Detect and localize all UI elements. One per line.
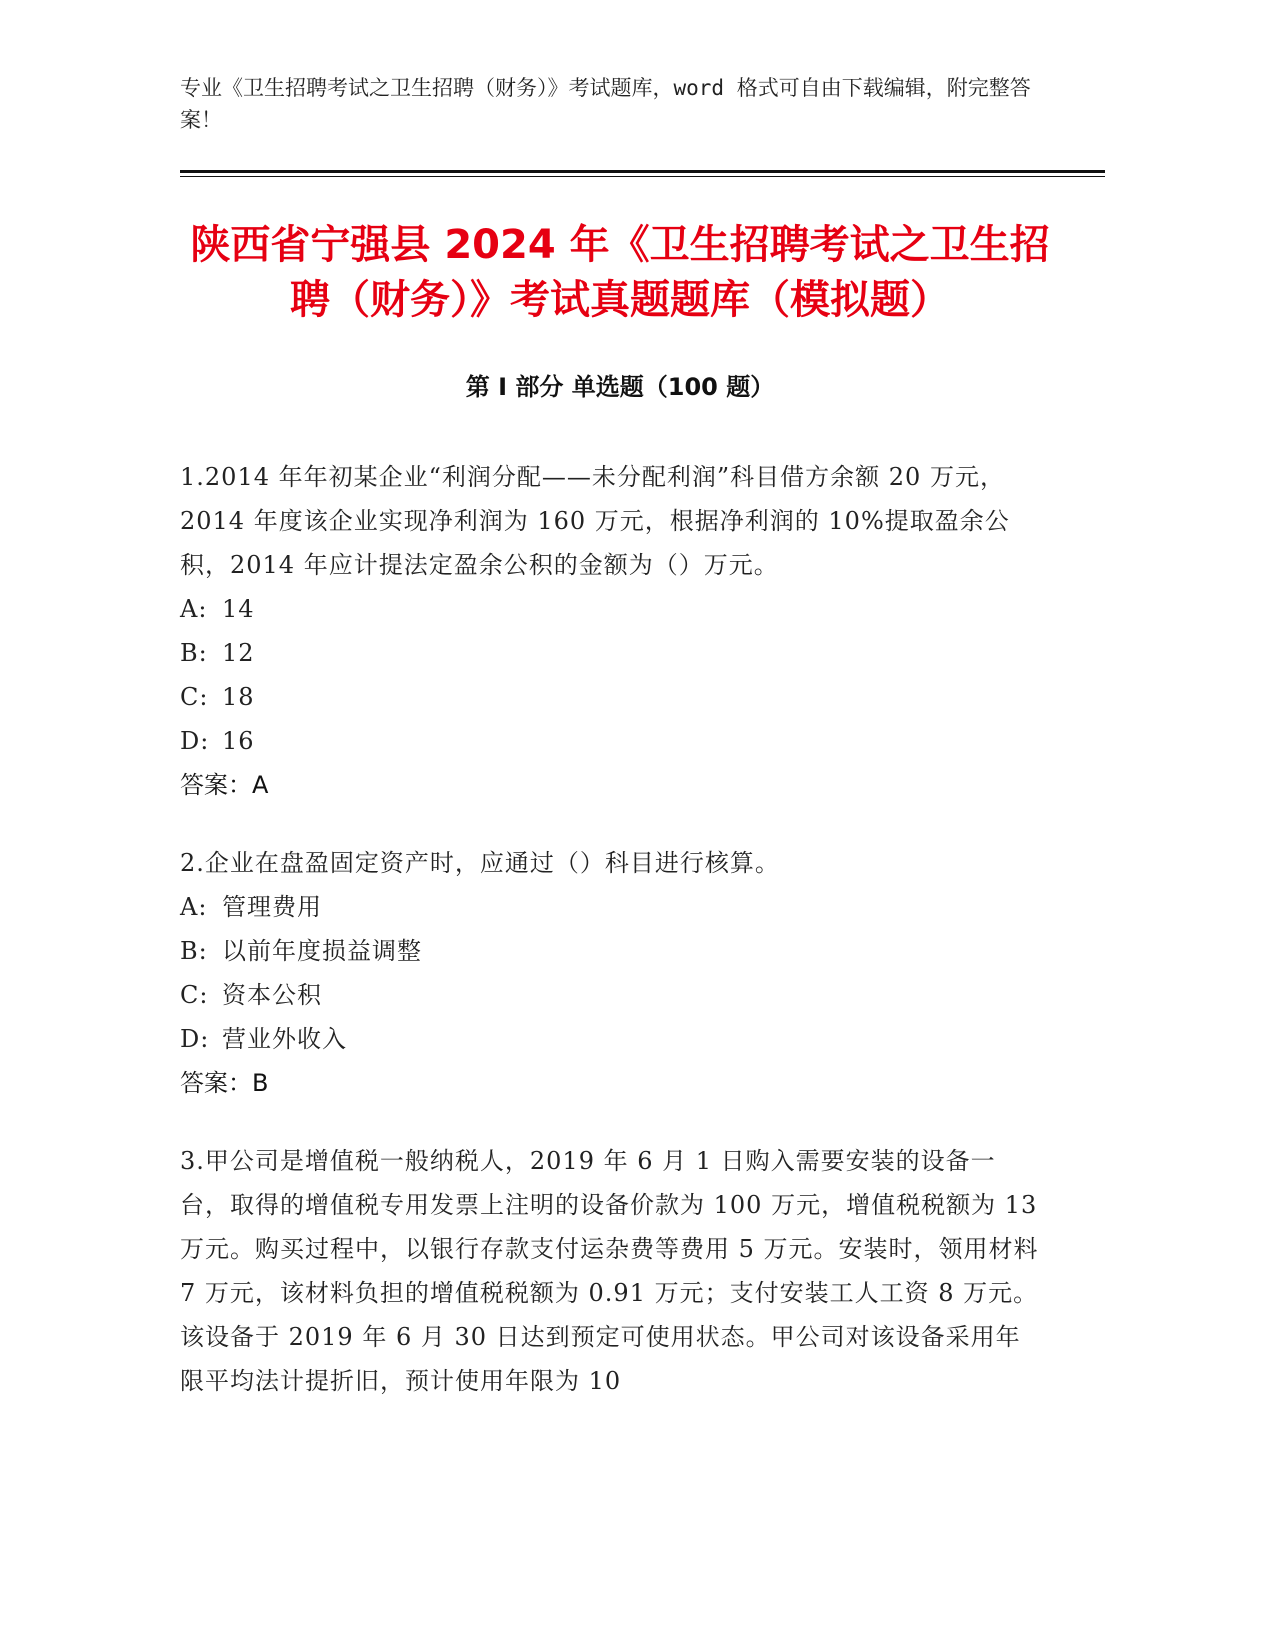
question-stem: 1.2014 年年初某企业“利润分配——未分配利润”科目借方余额 20 万元，2014 年度该企业实现净利润为 160 万元，根据净利润的 10%提取盈余公积，2014 年应计提法定盈余公积的金额为（）万元。	[180, 463, 1010, 579]
header-note: 专业《卫生招聘考试之卫生招聘（财务）》考试题库，word 格式可自由下载编辑，附完整答案！	[180, 76, 1031, 132]
option-text: 营业外收入	[222, 1025, 347, 1053]
option-key: D:	[180, 1025, 210, 1053]
question-stem: 2.企业在盘盈固定资产时，应通过（）科目进行核算。	[180, 849, 780, 877]
option-key: D:	[180, 727, 210, 755]
option-d	[180, 1017, 1040, 1061]
option-d	[180, 719, 1040, 763]
answer-line: 答案：B	[180, 1069, 269, 1097]
option-text: 以前年度损益调整	[222, 937, 422, 965]
option-text: 12	[222, 639, 255, 667]
question-3	[180, 1139, 1040, 1403]
option-key: C:	[180, 981, 209, 1009]
option-text: 资本公积	[222, 981, 322, 1009]
question-1	[180, 455, 1040, 807]
question-list	[180, 455, 1040, 1437]
option-text: 16	[222, 727, 255, 755]
section-title: 第 I 部分 单选题（100 题）	[465, 373, 775, 401]
option-b	[180, 929, 1040, 973]
option-key: A:	[180, 893, 208, 921]
option-key: C:	[180, 683, 209, 711]
option-a	[180, 587, 1040, 631]
option-key: B:	[180, 639, 208, 667]
option-a	[180, 885, 1040, 929]
option-c	[180, 973, 1040, 1017]
option-key: A:	[180, 595, 208, 623]
option-text: 管理费用	[222, 893, 322, 921]
answer-line: 答案：A	[180, 771, 269, 799]
question-stem: 3.甲公司是增值税一般纳税人，2019 年 6 月 1 日购入需要安装的设备一台，取得的增值税专用发票上注明的设备价款为 100 万元，增值税税额为 13 万元。购买过程中，以银行存款支付运杂费等费用 5 万元。安装时，领用材料 7 万元，该材料负担的增值税税额为 0.91 万元；支付安装工人工资 8 万元。该设备于 2019 年 6 月 30 日达到预定可使用状态。甲公司对该设备采用年限平均法计提折旧，预计使用年限为 10	[180, 1147, 1039, 1395]
option-b	[180, 631, 1040, 675]
option-text: 14	[222, 595, 255, 623]
header-divider	[180, 170, 1105, 173]
header-divider-thin	[180, 176, 1105, 177]
option-key: B:	[180, 937, 208, 965]
option-text: 18	[222, 683, 255, 711]
question-2	[180, 841, 1040, 1105]
document-title: 陕西省宁强县 2024 年《卫生招聘考试之卫生招聘（财务）》考试真题题库（模拟题）	[190, 222, 1050, 323]
option-c	[180, 675, 1040, 719]
